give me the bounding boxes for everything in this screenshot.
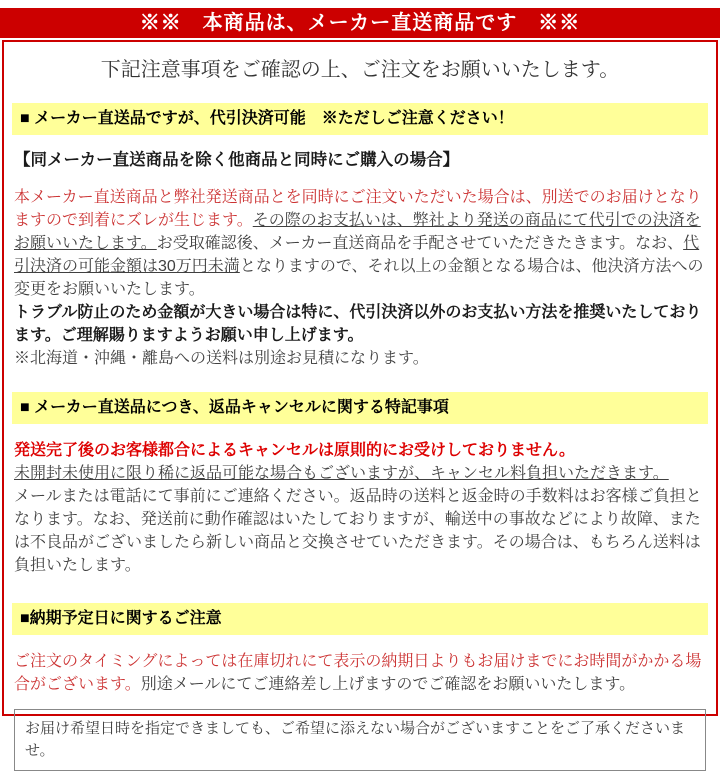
notice-container bbox=[2, 40, 718, 759]
delivery-paragraph bbox=[14, 650, 706, 696]
cod-mid-text: お受取確認後、メーカー直送商品を手配させていただきたきます。なお、 bbox=[156, 235, 684, 252]
delivery-time-request-note: お届け希望日時を指定できましても、ご希望に添えない場合がございますことをご了承くださいませ。 bbox=[14, 709, 706, 771]
section-header-return-cancel: ■ メーカー直送品につき、返品キャンセルに関する特記事項 bbox=[12, 392, 708, 424]
delivery-tail-text: 別途メールにてご連絡差し上げますのでご確認をお願いいたします。 bbox=[140, 676, 636, 693]
cod-trouble-note: トラブル防止のため金額が大きい場合は特に、代引決済以外のお支払い方法を推奨いたしております。ご理解賜りますようお願い申し上げます。 bbox=[14, 304, 702, 344]
direct-shipment-banner: ※※ 本商品は、メーカー直送商品です ※※ bbox=[0, 8, 720, 38]
cod-paragraph bbox=[14, 186, 706, 301]
cod-underlined-limit-text: 代引決済の可能金額は30万円未満 bbox=[14, 235, 700, 275]
section-header-delivery-date: ■納期予定日に関するご注意 bbox=[12, 603, 708, 635]
cod-underlined-payment-text: その際のお支払いは、弊社より発送の商品にて代引での決済をお願いいたします。 bbox=[14, 212, 701, 252]
delivery-red-lead-text: ご注文のタイミングによっては在庫切れにて表示の納期日よりもお届けまでにお時間がかかる場合がございます。 bbox=[14, 653, 702, 693]
cod-tail-text: となりますので、それ以上の金額となる場合は、他決済方法への変更をお願いいたします。 bbox=[14, 258, 704, 298]
remote-islands-shipping-note: ※北海道・沖縄・離島への送料は別途お見積になります。 bbox=[14, 350, 429, 367]
section-header-cod-payment: ■ メーカー直送品ですが、代引決済可能 ※ただしご注意ください！ bbox=[12, 103, 708, 135]
returns-paragraph bbox=[14, 439, 706, 577]
cod-case-title: 【同メーカー直送商品を除く他商品と同時にご購入の場合】 bbox=[14, 151, 460, 169]
returns-rare-return-text: 未開封未使用に限り稀に返品可能な場合もございますが、キャンセル料負担いただきます。 bbox=[14, 465, 669, 482]
confirmation-request-text: 下記注意事項をご確認の上、ご注文をお願いいたします。 bbox=[100, 59, 620, 81]
returns-no-cancel-text: 発送完了後のお客様都合によるキャンセルは原則的にお受けしておりません。 bbox=[14, 442, 575, 459]
returns-detail-text: メールまたは電話にて事前にご連絡ください。返品時の送料と返金時の手数料はお客様ご負担となります。なお、発送前に動作確認はいたしておりますが、輸送中の事故などにより故障、または不良品がございましたら新しい商品と交換させていただきます。その場合は、もちろん送料は負担いたします。 bbox=[14, 488, 702, 574]
cod-red-lead-text: 本メーカー直送商品と弊社発送商品とを同時にご注文いただいた場合は、別送でのお届けとなりますので到着にズレが生じます。 bbox=[14, 189, 702, 229]
